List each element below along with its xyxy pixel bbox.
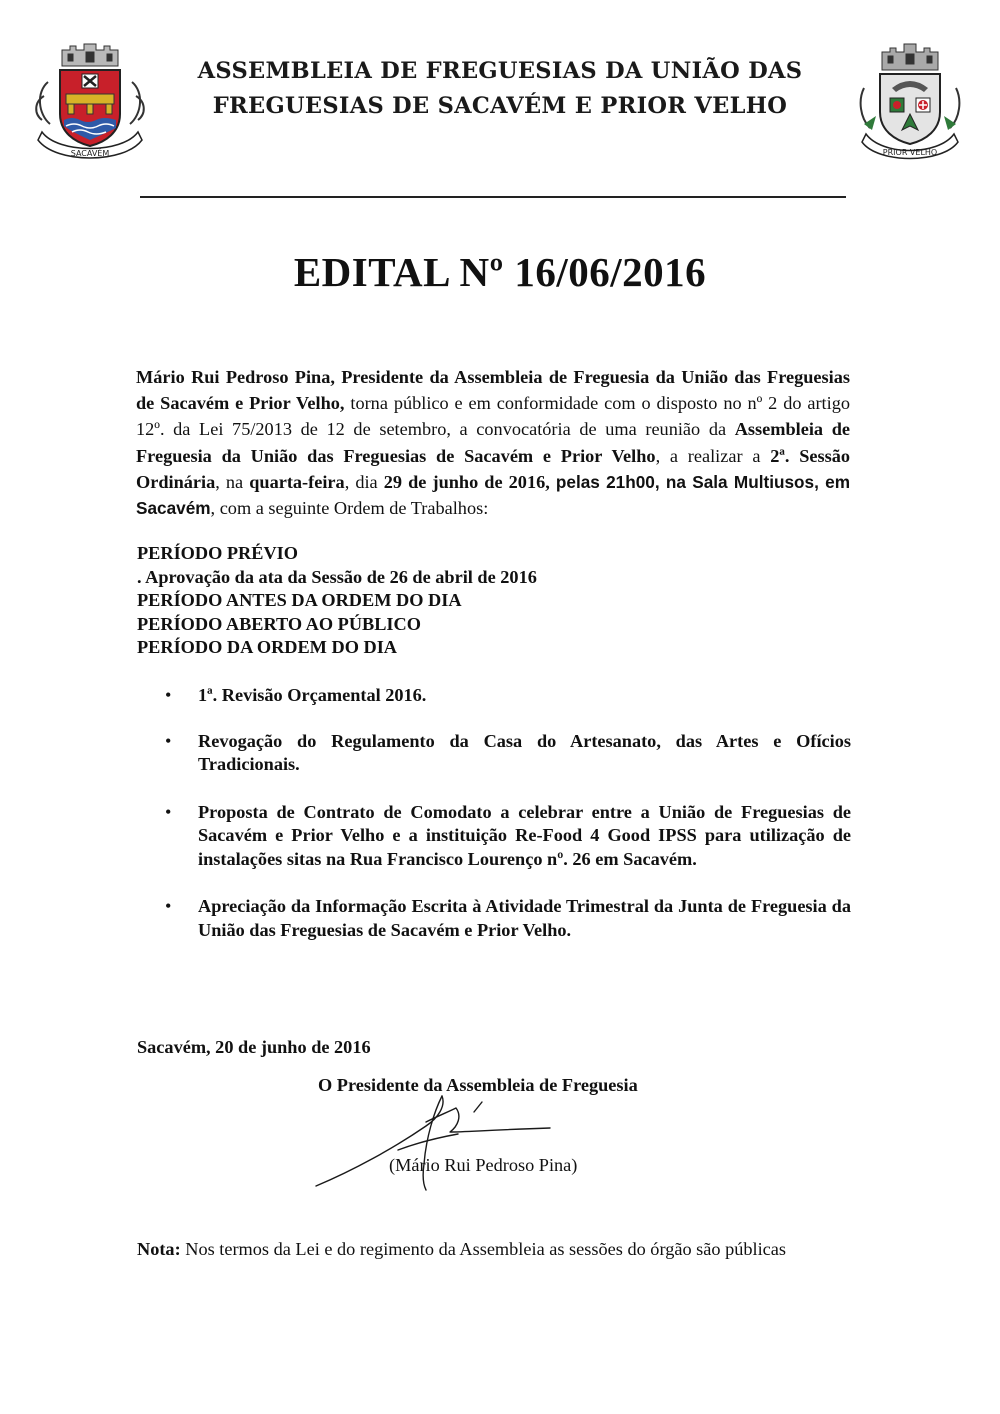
intro-paragraph <box>136 364 850 521</box>
periodo-antes-ordem: PERÍODO ANTES DA ORDEM DO DIA <box>137 590 462 610</box>
agenda-item-text: 1ª. Revisão Orçamental 2016. <box>198 685 427 705</box>
agenda-item-text: Revogação do Regulamento da Casa do Artesanato, das Artes e Ofícios Tradicionais. <box>198 730 851 774</box>
agenda-item-text: Apreciação da Informação Escrita à Atividade Trimestral da Junta de Freguesia da União das Freguesias de Sacavém e Prior Velho. <box>198 896 851 940</box>
sacavem-crest-emblem <box>28 36 152 160</box>
periodo-ordem-dia: PERÍODO DA ORDEM DO DIA <box>137 637 398 657</box>
president-title: O Presidente da Assembleia de Freguesia <box>318 1075 638 1095</box>
edital-title: EDITAL Nº 16/06/2016 <box>293 249 707 295</box>
bullet-icon: • <box>165 801 172 822</box>
note-text: Nos termos da Lei e do regimento da Assembleia as sessões do órgão são públicas <box>180 1239 787 1259</box>
intro-bold-5: 2ª. Sessão Ordinária <box>136 445 850 492</box>
intro-bold-9: 29 de junho de 2016, <box>383 471 550 492</box>
intro-text-6: , na <box>215 471 250 492</box>
agenda-item-text: Proposta de Contrato de Comodato a celebrar entre a União de Freguesias de Sacavém e Prior Velho e a instituição Re-Food 4 Good IPSS para utilização de instalações sitas na Rua Francisco Lourenço nº. 26 em Sacavém. <box>198 801 851 869</box>
intro-text-2: torna público e em conformidade com o disposto no nº 2 do artigo 12º. da Lei 75/2013 de 12 de setembro, a convocatória de uma reunião da <box>136 393 850 440</box>
intro-bold-3: Assembleia de Freguesia da União das Freguesias de Sacavém e Prior Velho <box>136 419 850 466</box>
footnote <box>137 1238 851 1262</box>
bullet-icon: • <box>165 730 172 751</box>
intro-text-12: , com a seguinte Ordem de Trabalhos: <box>210 498 489 519</box>
list-item <box>165 730 851 777</box>
header-title-line1: ASSEMBLEIA DE FREGUESIAS DA UNIÃO DAS <box>197 58 803 84</box>
mural-crown <box>62 44 118 66</box>
mural-crown <box>882 44 938 70</box>
periodo-aberto-publico: PERÍODO ABERTO AO PÚBLICO <box>137 613 421 634</box>
header-title-line2: FREGUESIAS DE SACAVÉM E PRIOR VELHO <box>212 93 788 119</box>
intro-bold-7: quarta-feira <box>249 471 345 492</box>
dateline: Sacavém, 20 de junho de 2016 <box>137 1037 371 1057</box>
bullet-icon: • <box>165 685 172 705</box>
agenda-items-list <box>165 684 851 964</box>
handwritten-signature <box>314 1082 564 1192</box>
crest-right-label: PRIOR VELHO <box>882 148 938 157</box>
intro-bold-sans-11: pelas 21h00, na Sala Multiusos, em Sacavém <box>136 471 851 519</box>
list-item <box>165 801 851 872</box>
aprovacao-ata: . Aprovação da ata da Sessão de 26 de abril de 2016 <box>137 566 537 587</box>
president-name: (Mário Rui Pedroso Pina) <box>389 1155 578 1175</box>
bullet-icon: • <box>165 896 172 916</box>
intro-text-4: , a realizar a <box>655 445 771 466</box>
list-item <box>165 895 851 942</box>
periodo-previo: PERÍODO PRÉVIO <box>137 543 298 563</box>
header-divider <box>140 196 846 198</box>
list-item <box>165 684 851 708</box>
intro-bold-1: Mário Rui Pedroso Pina, Presidente da Assembleia de Freguesia da União das Freguesias de Sacavém e Prior Velho, <box>136 367 850 414</box>
prior-velho-crest-emblem <box>856 38 964 160</box>
intro-text-8: , dia <box>344 471 384 492</box>
crest-left-label: SACAVÉM <box>70 149 110 158</box>
note-label: Nota: <box>137 1239 181 1259</box>
agenda-periods <box>137 542 537 660</box>
